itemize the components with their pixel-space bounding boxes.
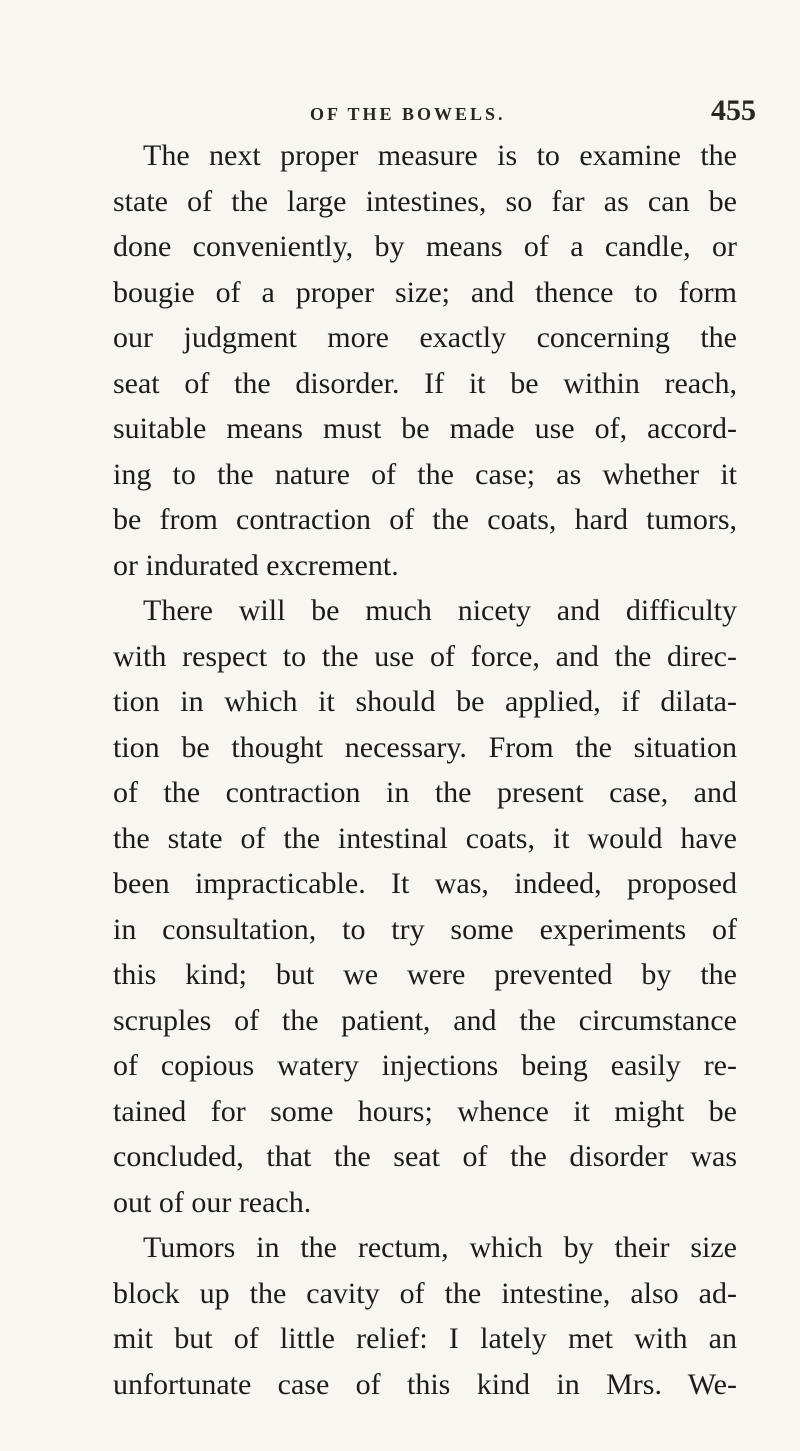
text-line: scruples of the patient, and the circumstance — [113, 1003, 737, 1037]
running-head — [0, 92, 800, 132]
text-line: out of our reach. — [113, 1185, 312, 1219]
text-line: done conveniently, by means of a candle, or — [113, 230, 737, 263]
text-line: of the contraction in the present case, and — [113, 776, 737, 809]
text-line: ing to the nature of the case; as whether it — [113, 457, 737, 491]
text-line: block up the cavity of the intestine, also ad- — [113, 1276, 737, 1310]
text-line: the state of the intestinal coats, it would have — [113, 821, 737, 855]
text-line: or indurated excrement. — [113, 548, 399, 582]
text-line: this kind; but we were prevented by the — [113, 958, 737, 991]
text-line: in consultation, to try some experiments of — [113, 912, 737, 946]
text-line: of copious watery injections being easily re- — [113, 1049, 737, 1082]
text-line: our judgment more exactly concerning the — [113, 321, 737, 354]
text-line: The next proper measure is to examine the — [143, 139, 737, 172]
text-line: concluded, that the seat of the disorder was — [113, 1140, 737, 1173]
text-line: be from contraction of the coats, hard tumors, — [113, 503, 737, 536]
text-line: mit but of little relief: I lately met with an — [113, 1322, 737, 1355]
body-text — [113, 133, 737, 1407]
paragraph-1 — [113, 133, 737, 588]
text-line: tained for some hours; whence it might be — [113, 1094, 737, 1128]
text-line: There will be much nicety and difficulty — [143, 594, 737, 627]
text-line: been impracticable. It was, indeed, proposed — [113, 867, 737, 900]
text-line: tion in which it should be applied, if dilata- — [113, 685, 737, 718]
text-line: bougie of a proper size; and thence to form — [113, 275, 737, 309]
paragraph-2 — [113, 588, 737, 1225]
text-line: unfortunate case of this kind in Mrs. We- — [113, 1367, 737, 1401]
text-line: seat of the disorder. If it be within reach, — [113, 366, 737, 400]
text-line: Tumors in the rectum, which by their size — [143, 1231, 737, 1264]
text-line: suitable means must be made use of, accord- — [113, 412, 737, 445]
paragraph-3 — [113, 1225, 737, 1407]
text-line: with respect to the use of force, and the direc- — [113, 639, 737, 673]
text-line: state of the large intestines, so far as can be — [113, 184, 737, 218]
page-number: 455 — [711, 94, 756, 127]
text-line: tion be thought necessary. From the situation — [113, 730, 737, 764]
running-title: OF THE BOWELS. — [310, 104, 506, 124]
